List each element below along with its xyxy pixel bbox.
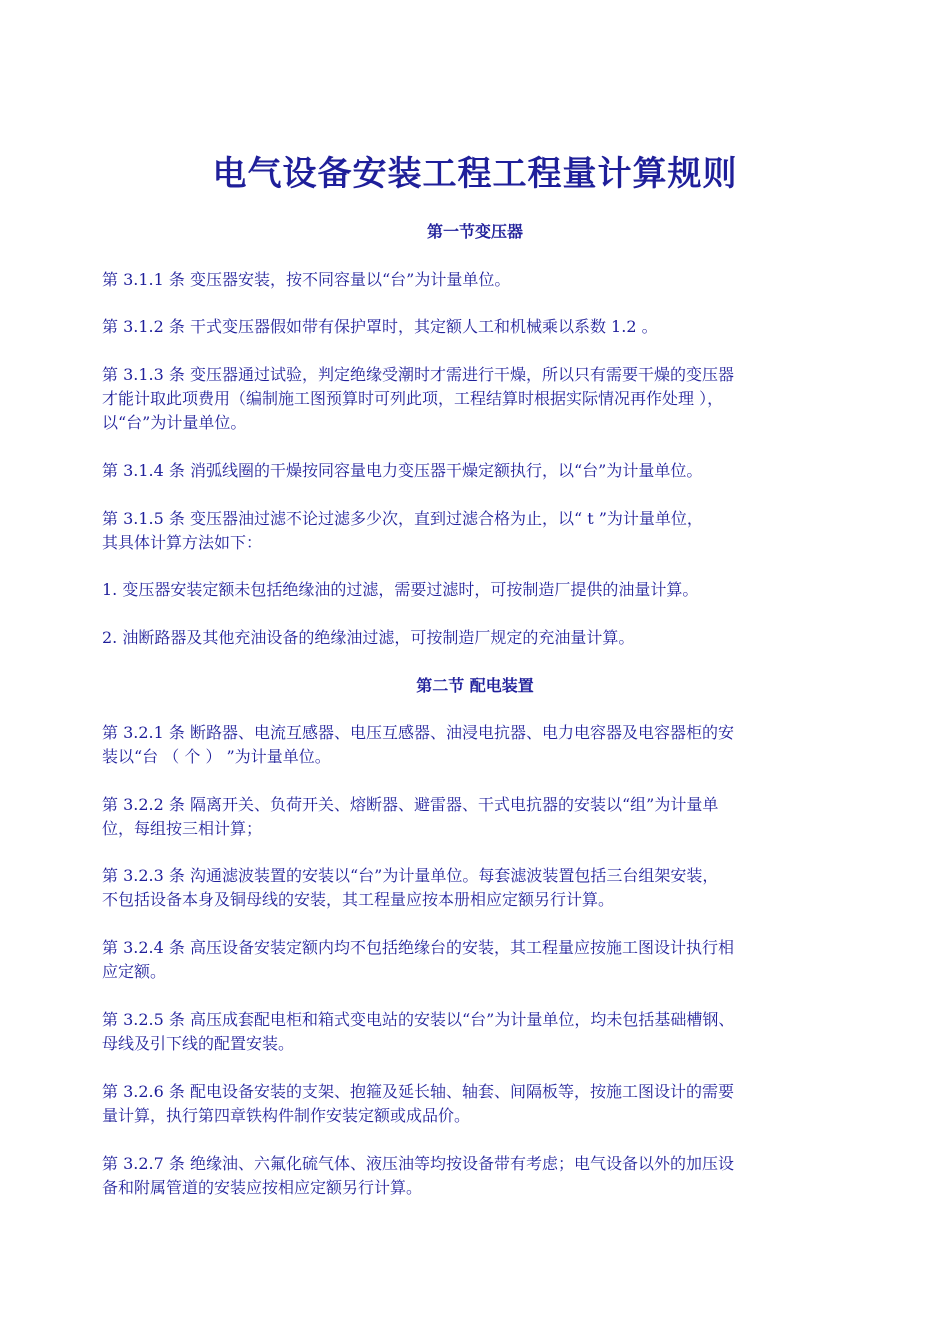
document-title: 电气设备安装工程工程量计算规则	[212, 154, 738, 194]
paragraph-line: 备和附属管道的安装应按相应定额另行计算。	[102, 1178, 423, 1197]
article-3-1-1	[102, 268, 867, 292]
article-3-2-4	[102, 936, 867, 984]
paragraph-line: 第 3.1.1 条 变压器安装，按不同容量以“台”为计量单位。	[102, 270, 511, 289]
section-heading-distribution: 第二节 配电装置	[416, 676, 534, 695]
article-3-2-7	[102, 1152, 867, 1200]
paragraph-line: 其具体计算方法如下：	[102, 533, 263, 552]
paragraph-line: 量计算，执行第四章铁构件制作安装定额或成品价。	[102, 1106, 471, 1125]
paragraph-line: 1. 变压器安装定额未包括绝缘油的过滤，需要过滤时，可按制造厂提供的油量计算。	[102, 580, 699, 599]
paragraph-line: 第 3.1.4 条 消弧线圈的干燥按同容量电力变压器干燥定额执行，以“台”为计量单位。	[102, 461, 703, 480]
article-3-1-2	[102, 315, 867, 339]
paragraph-line: 应定额。	[102, 962, 167, 981]
list-item-1	[102, 578, 867, 602]
paragraph-line: 第 3.2.6 条 配电设备安装的支架、抱箍及延长轴、轴套、间隔板等，按施工图设计的需要	[102, 1082, 734, 1101]
paragraph-line: 第 3.1.5 条 变压器油过滤不论过滤多少次，直到过滤合格为止，以“ t ”为计量单位，	[102, 509, 703, 528]
paragraph-line: 第 3.2.2 条 隔离开关、负荷开关、熔断器、避雷器、干式电抗器的安装以“组”为计量单	[102, 795, 719, 814]
article-3-2-3	[102, 864, 867, 912]
paragraph-line: 第 3.2.7 条 绝缘油、六氟化硫气体、液压油等均按设备带有考虑；电气设备以外的加压设	[102, 1154, 734, 1173]
paragraph-line: 第 3.1.3 条 变压器通过试验，判定绝缘受潮时才需进行干燥，所以只有需要干燥的变压器	[102, 365, 734, 384]
paragraph-line: 第 3.2.3 条 沟通滤波装置的安装以“台”为计量单位。每套滤波装置包括三台组架安装，	[102, 866, 719, 885]
paragraph-line: 第 3.2.5 条 高压成套配电柜和箱式变电站的安装以“台”为计量单位，均未包括基础槽钢、	[102, 1010, 735, 1029]
paragraph-line: 2. 油断路器及其他充油设备的绝缘油过滤，可按制造厂规定的充油量计算。	[102, 628, 635, 647]
paragraph-line: 第 3.2.1 条 断路器、电流互感器、电压互感器、油浸电抗器、电力电容器及电容器柜的安	[102, 723, 734, 742]
paragraph-line: 母线及引下线的配置安装。	[102, 1034, 295, 1053]
list-item-2	[102, 626, 867, 650]
article-3-2-1	[102, 721, 867, 769]
section-heading-transformer: 第一节变压器	[426, 222, 523, 241]
article-3-2-5	[102, 1008, 867, 1056]
paragraph-line: 不包括设备本身及铜母线的安装，其工程量应按本册相应定额另行计算。	[102, 890, 615, 909]
paragraph-line: 位，每组按三相计算；	[102, 819, 263, 838]
paragraph-line: 才能计取此项费用（编制施工图预算时可列此项，工程结算时根据实际情况再作处理 ），	[102, 389, 724, 408]
article-3-1-5	[102, 507, 867, 555]
article-3-1-4	[102, 459, 867, 483]
paragraph-line: 第 3.2.4 条 高压设备安装定额内均不包括绝缘台的安装，其工程量应按施工图设计执行相	[102, 938, 734, 957]
paragraph-line: 装以“台 （ 个 ） ”为计量单位。	[102, 747, 331, 766]
article-3-2-2	[102, 793, 867, 841]
paragraph-line: 以“台”为计量单位。	[102, 413, 247, 432]
paragraph-line: 第 3.1.2 条 干式变压器假如带有保护罩时，其定额人工和机械乘以系数 1.2 。	[102, 317, 658, 336]
article-3-2-6	[102, 1080, 867, 1128]
article-3-1-3	[102, 363, 867, 435]
